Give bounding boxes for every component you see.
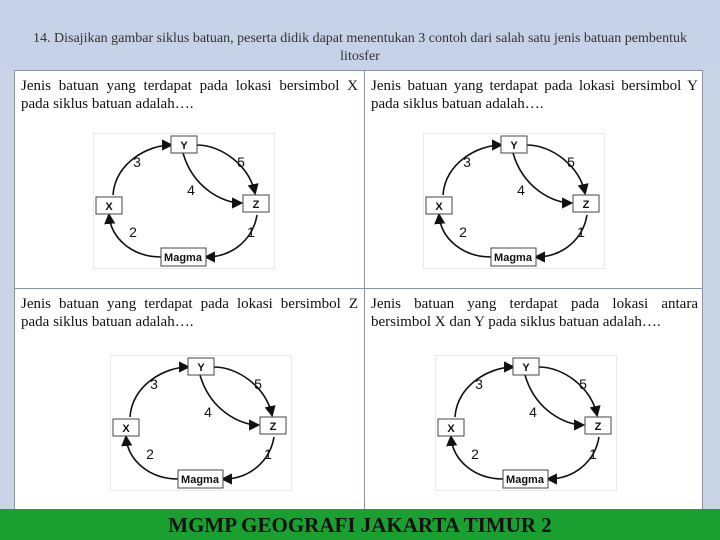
rock-cycle-diagram	[93, 133, 275, 269]
arrow-1-label: 1	[577, 224, 585, 240]
arrow-2-label: 2	[129, 224, 137, 240]
footer-text: MGMP GEOGRAFI JAKARTA TIMUR 2	[168, 513, 552, 537]
arrow-5-label: 5	[237, 154, 245, 170]
arrow-2-label: 2	[146, 446, 154, 462]
cell-xy	[365, 289, 704, 515]
arrow-3-label: 3	[150, 376, 158, 392]
arrow-5-label: 5	[567, 154, 575, 170]
node-x-label: X	[447, 423, 455, 435]
arrow-5-label: 5	[579, 376, 587, 392]
arrow-1-label: 1	[589, 446, 597, 462]
magma-label: Magma	[506, 474, 544, 486]
cell-y-text: Jenis batuan yang terdapat pada lokasi bersimbol Y pada siklus batuan adalah….	[371, 78, 698, 112]
node-y-label: Y	[180, 140, 188, 152]
magma-label: Magma	[494, 252, 532, 264]
cell-x	[15, 71, 364, 288]
node-x-label: X	[122, 423, 130, 435]
rock-cycle-diagram	[423, 133, 605, 269]
arrow-4-label: 4	[187, 182, 195, 198]
rock-cycle-diagram	[435, 355, 617, 491]
rock-cycle-diagram	[110, 355, 292, 491]
cell-z-text: Jenis batuan yang terdapat pada lokasi bersimbol Z pada siklus batuan adalah….	[21, 296, 358, 330]
arrow-3-label: 3	[463, 154, 471, 170]
cell-xy-text: Jenis batuan yang terdapat pada lokasi antara bersimbol X dan Y pada siklus batuan adalah….	[371, 296, 698, 330]
arrow-3-label: 3	[133, 154, 141, 170]
cell-y	[365, 71, 704, 288]
arrow-5-label: 5	[254, 376, 262, 392]
question-header	[0, 0, 720, 70]
node-y-label: Y	[510, 140, 518, 152]
cell-z	[15, 289, 364, 515]
node-z-label: Z	[252, 199, 260, 211]
footer-bar	[0, 509, 720, 540]
question-grid	[14, 70, 703, 514]
arrow-2-label: 2	[459, 224, 467, 240]
arrow-1-label: 1	[247, 224, 255, 240]
node-z-label: Z	[269, 421, 277, 433]
node-x-label: X	[435, 201, 443, 213]
node-z-label: Z	[582, 199, 590, 211]
node-y-label: Y	[197, 362, 205, 374]
magma-label: Magma	[164, 252, 202, 264]
arrow-2-label: 2	[471, 446, 479, 462]
magma-label: Magma	[181, 474, 219, 486]
arrow-3-label: 3	[475, 376, 483, 392]
node-x-label: X	[105, 201, 113, 213]
arrow-4-label: 4	[204, 404, 212, 420]
arrow-4-label: 4	[529, 404, 537, 420]
arrow-1-label: 1	[264, 446, 272, 462]
arrow-4-label: 4	[517, 182, 525, 198]
node-y-label: Y	[522, 362, 530, 374]
cell-x-text: Jenis batuan yang terdapat pada lokasi bersimbol X pada siklus batuan adalah….	[21, 78, 358, 112]
node-z-label: Z	[594, 421, 602, 433]
question-text: 14. Disajikan gambar siklus batuan, peserta didik dapat menentukan 3 contoh dari salah satu jenis batuan pembentuk litosfer	[33, 31, 687, 64]
